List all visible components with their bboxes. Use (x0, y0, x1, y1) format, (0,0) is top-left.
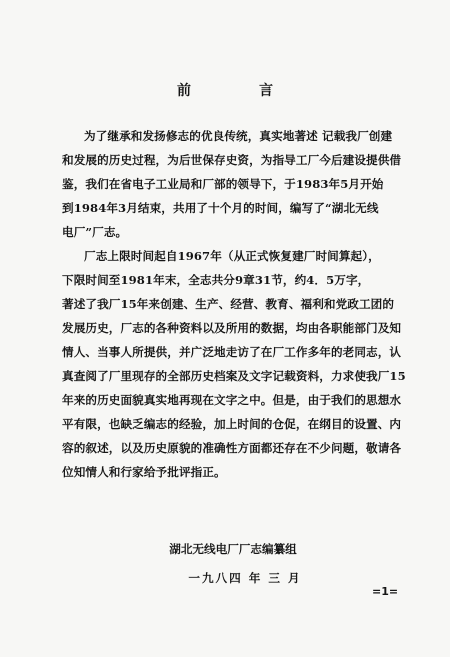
title-char-1: 前 (177, 83, 191, 99)
text-line: 和发展的历史过程，为后世保存史资，为指导工厂今后建设提供借 (62, 153, 402, 167)
paragraph-2 (62, 244, 414, 484)
text-line: 电厂”厂志。 (62, 225, 128, 239)
text-line: 为了继承和发扬修志的优良传统，真实地著述 记载我厂创建 (84, 129, 393, 143)
text-line: 鉴，我们在省电子工业局和厂部的领导下，于1983年5月开始 (62, 177, 384, 191)
preface-body (62, 124, 414, 484)
text-line: 年来的历史面貌真实地再现在文字之中。但是，由于我们的思想水 (62, 393, 402, 407)
text-line: 下限时间至1981年末，全志共分9章31节，约4．5万字， (62, 273, 370, 287)
text-line: 厂志上限时间起自1967年（从正式恢复建厂时间算起）， (84, 249, 380, 263)
text-line: 容的叙述，以及历史原貌的准确性方面都还存在不少问题，敬请各 (62, 441, 402, 455)
title-char-2: 言 (259, 83, 273, 99)
text-line: 真查阅了厂里现存的全部历史档案及文字记载资料，力求使我厂15 (62, 369, 406, 383)
paragraph-1 (62, 124, 414, 244)
text-line: 平有限，也缺乏编志的经验，加上时间的仓促，在纲目的设置、内 (62, 417, 402, 431)
text-line: 位知情人和行家给予批评指正。 (62, 465, 226, 479)
text-line: 发展历史，厂志的各种资料以及所用的数据，均由各职能部门及知 (62, 321, 402, 335)
signature-date: 一九八四 年 三 月 (188, 571, 302, 585)
text-line: 情人、当事人所提供，并广泛地走访了在厂工作多年的老同志，认 (62, 345, 402, 359)
signature-organization: 湖北无线电厂厂志编纂组 (169, 542, 297, 556)
text-line: 到1984年3月结束，共用了十个月的时间，编写了“湖北无线 (62, 201, 379, 215)
preface-title (0, 80, 450, 100)
text-line: 著述了我厂15年来创建、生产、经营、教育、福利和党政工团的 (62, 297, 395, 311)
page-number: =1= (372, 585, 399, 598)
